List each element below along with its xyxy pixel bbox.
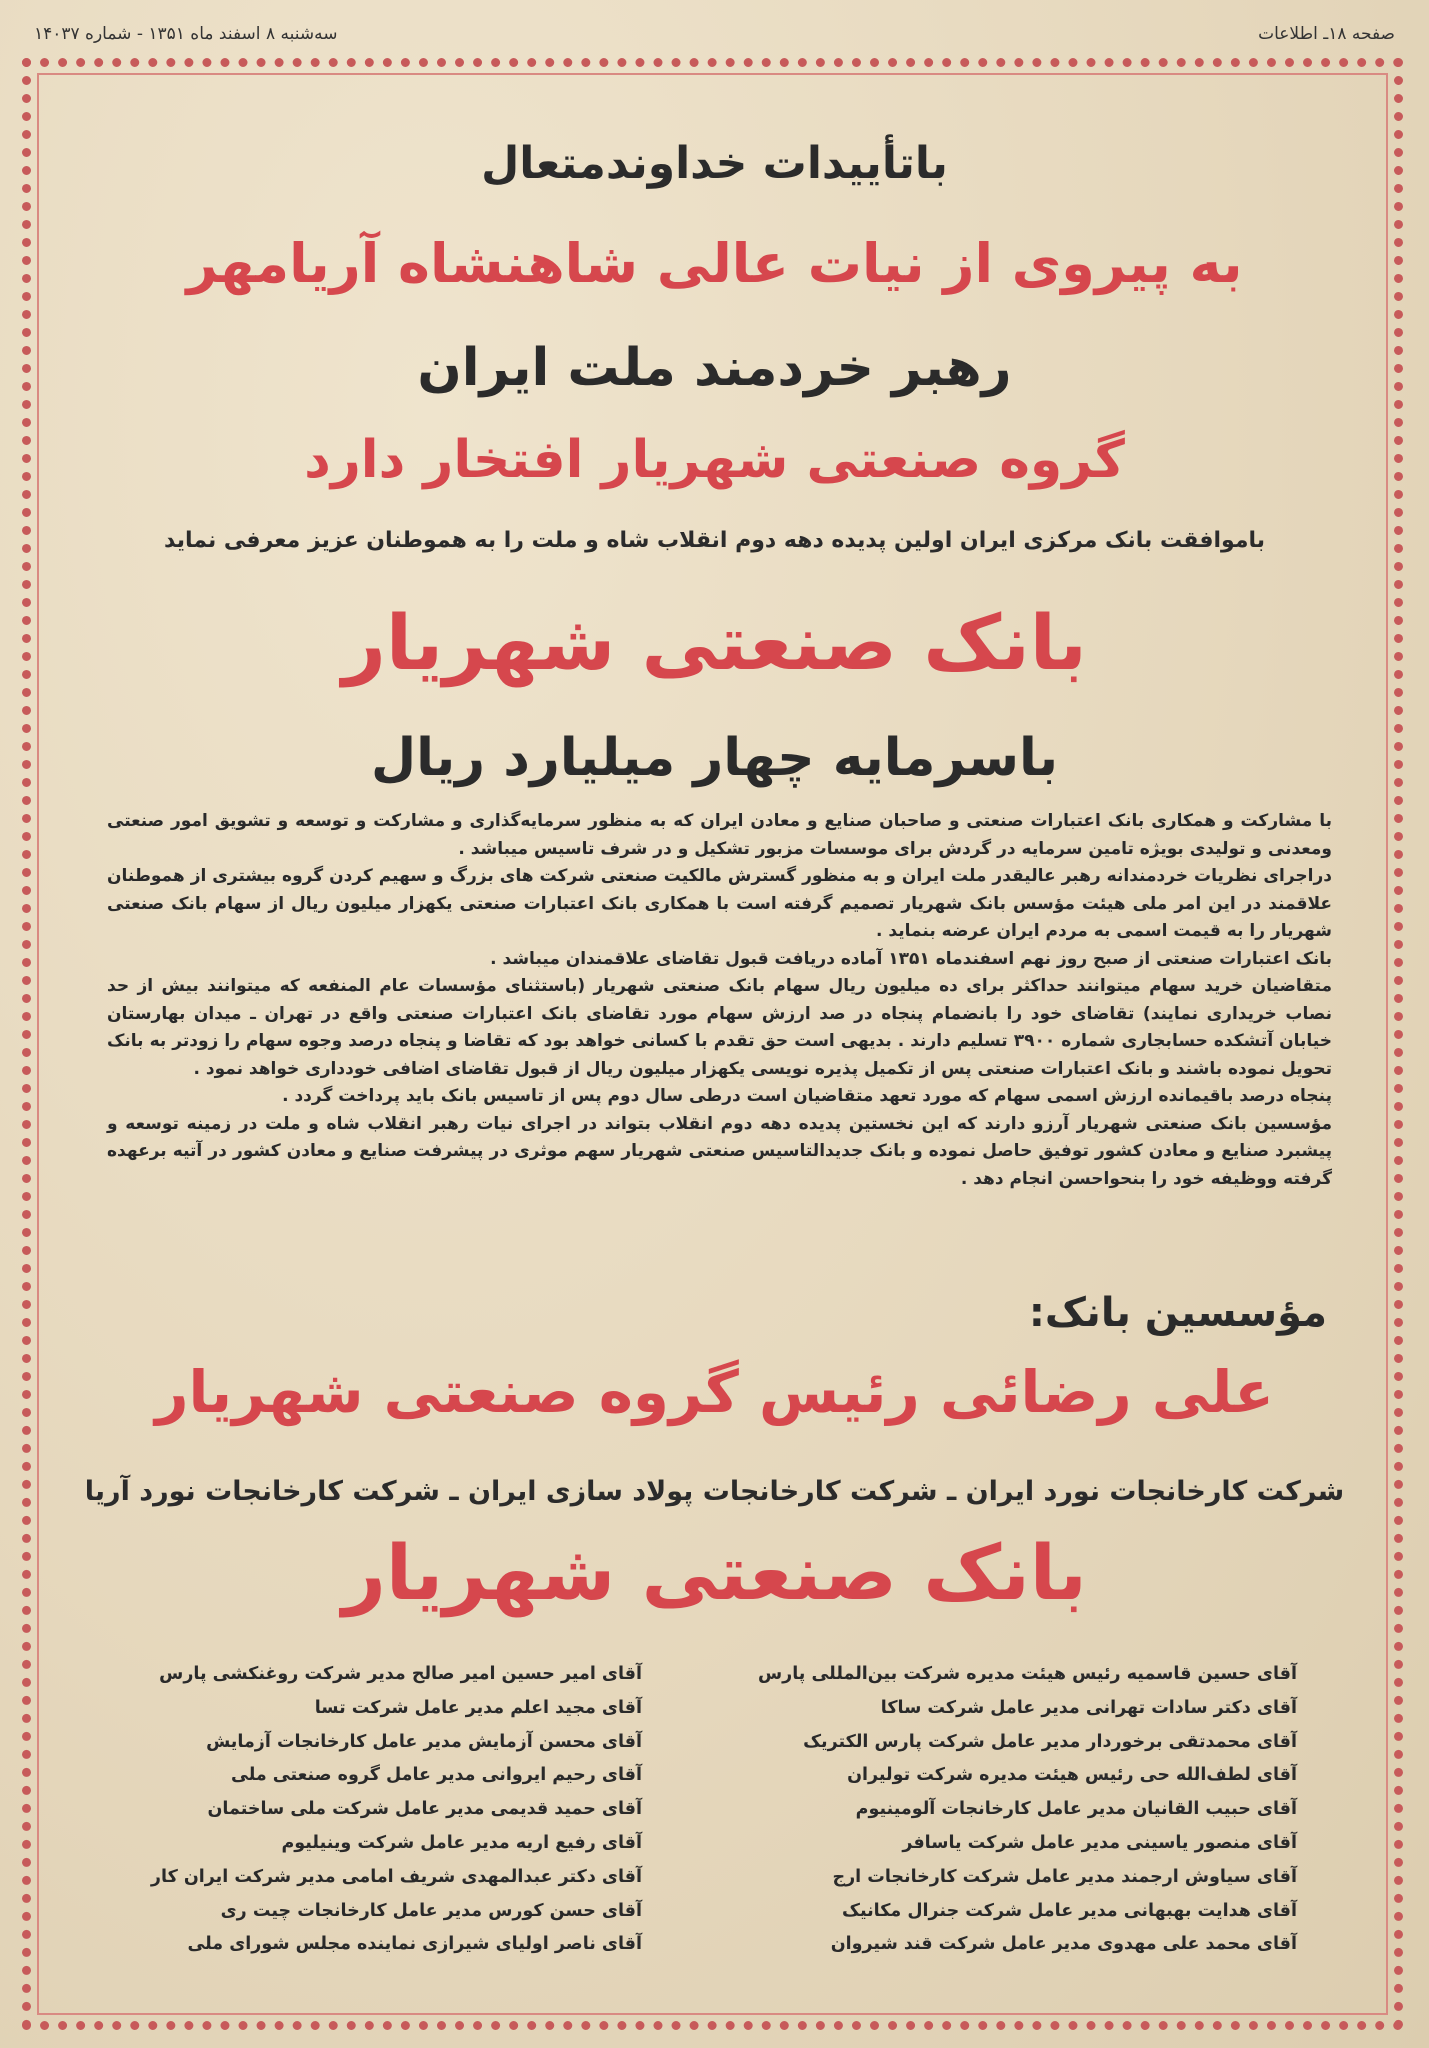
founder-name: آقای رحیم ایروانی مدیر عامل گروه صنعتی ملی xyxy=(231,1765,642,1786)
founders-title: مؤسسین بانک: xyxy=(1028,1290,1327,1336)
heading-royal-intentions: به پیروی از نیات عالی شاهنشاه آریامهر xyxy=(186,232,1243,295)
body-paragraph: مؤسسین بانک صنعتی شهریار آرزو دارند که این نخستین پدیده دهه دوم انقلاب بتواند در اجرای نیات رهبر انقلاب شاه و ملت در زمینه توسعه و پیشبرد صنایع و معادن کشور توفیق حاصل نموده و بانک جدیدالتاسیس صنعتی شهریار سهم موثری در پیشرفت صنایع و معادن کشور در آتیه برعهده گرفته ووظیفه خود را بنحواحسن انجام دهد . xyxy=(107,1113,1332,1189)
founder-companies: شرکت کارخانجات نورد ایران ـ شرکت کارخانجات پولاد سازی ایران ـ شرکت کارخانجات نورد آریا xyxy=(84,1476,1345,1507)
body-text xyxy=(107,808,1332,1193)
heading-central-bank-approval: باموافقت بانک مرکزی ایران اولین پدیده دهه دوم انقلاب شاه و ملت را به هموطنان عزیز معرفی نماید xyxy=(164,528,1265,553)
advertisement xyxy=(52,88,1377,2000)
founder-name: آقای امیر حسین امیر صالح مدیر شرکت روغنکشی پارس xyxy=(159,1664,642,1684)
body-paragraph: با مشارکت و همکاری بانک اعتبارات صنعتی و صاحبان صنایع و معادن ایران که به منظور سرمایه‌گذاری و مشارکت و توسعه و تشویق امور صنعتی ومعدنی و تولیدی بویژه تامین سرمایه در گردش برای موسسات مزبور تشکیل و در شرف تاسیس میباشد . xyxy=(107,811,1332,859)
heading-divine-approval: باتأییدات خداوندمتعال xyxy=(481,138,948,189)
founder-name: آقای سیاوش ارجمند مدیر عامل شرکت کارخانجات ارج xyxy=(832,1866,1297,1887)
capital-heading: باسرمایه چهار میلیارد ریال xyxy=(370,728,1059,788)
founder-name: آقای رفیع اریه مدیر عامل شرکت وینیلیوم xyxy=(281,1832,642,1853)
page-number-header: صفحه ۱۸ـ اطلاعات xyxy=(1258,24,1395,44)
founder-name: آقای حسن کورس مدیر عامل کارخانجات چیت ری xyxy=(220,1900,642,1921)
founders-list-left xyxy=(151,1658,642,1962)
founder-name: آقای دکتر عبدالمهدی شریف امامی مدیر شرکت ایران کار xyxy=(150,1866,642,1887)
founder-name: آقای دکتر سادات تهرانی مدیر عامل شرکت ساکا xyxy=(880,1697,1297,1718)
founder-name: آقای محمد علی مهدوی مدیر عامل شرکت قند شیروان xyxy=(830,1934,1297,1955)
founders-list-right xyxy=(758,1658,1297,1962)
bank-name-footer: بانک صنعتی شهریار xyxy=(342,1528,1087,1617)
founder-name: آقای حمید قدیمی مدیر عامل شرکت ملی ساختمان xyxy=(207,1799,642,1820)
heading-group-proud: گروه صنعتی شهریار افتخار دارد xyxy=(304,430,1125,490)
body-paragraph: دراجرای نظریات خردمندانه رهبر عالیقدر ملت ایران و به منظور گسترش مالکیت صنعتی شرکت های بزرگ و سهیم کردن گروه بیشتری از هموطنان علاقمند در این امر ملی هیئت مؤسس بانک شهریار تصمیم گرفته است با همکاری بانک اعتبارات صنعتی یکهزار میلیون ریال از سهام بانک صنعتی شهریار را به قیمت اسمی به مردم ایران عرضه بنماید . xyxy=(107,866,1332,941)
founder-name: آقای محسن آزمایش مدیر عامل کارخانجات آزمایش xyxy=(206,1731,642,1752)
founder-name: آقای محمدتقی برخوردار مدیر عامل شرکت پارس الکتریک xyxy=(803,1731,1297,1752)
issue-date-header: سه‌شنبه ۸ اسفند ماه ۱۳۵۱ - شماره ۱۴۰۳۷ xyxy=(34,24,338,44)
founder-name: آقای هدایت بهبهانی مدیر عامل شرکت جنرال مکانیک xyxy=(842,1900,1297,1921)
founder-name: آقای حبیب القانیان مدیر عامل کارخانجات آلومینیوم xyxy=(855,1799,1297,1820)
founder-name: آقای مجید اعلم مدیر عامل شرکت تسا xyxy=(314,1697,642,1718)
heading-wise-leader: رهبر خردمند ملت ایران xyxy=(417,338,1012,398)
founder-name: آقای ناصر اولیای شیرازی نماینده مجلس شورای ملی xyxy=(187,1934,642,1955)
body-paragraph: بانک اعتبارات صنعتی از صبح روز نهم اسفندماه ۱۳۵۱ آماده دریافت قبول تقاضای علاقمندان میباشد . xyxy=(490,948,1332,969)
founder-chairman: علی رضائی رئیس گروه صنعتی شهریار xyxy=(155,1358,1274,1426)
bank-name-title: بانک صنعتی شهریار xyxy=(342,598,1087,687)
founder-name: آقای لطف‌الله حی رئیس هیئت مدیره شرکت تولیران xyxy=(847,1765,1297,1786)
founder-name: آقای منصور یاسینی مدیر عامل شرکت یاسافر xyxy=(902,1832,1297,1853)
body-paragraph: پنجاه درصد باقیمانده ارزش اسمی سهام که مورد تعهد متقاضیان است درطی سال دوم پس از تاسیس بانک باید پرداخت گردد . xyxy=(282,1086,1332,1106)
body-paragraph: متقاضیان خرید سهام میتوانند حداکثر برای ده میلیون ریال سهام بانک صنعتی شهریار (باستثنای مؤسسات عام المنفعه که میتوانند بیش از حد نصاب خریداری نمایند) تقاضای خود را بانضمام پنجاه در صد ارزش سهام مورد تقاضای بانک اعتبارات صنعتی واقع در تهران ـ میدان بهارستان خیابان آتشکده حسابجاری شماره ۳۹۰۰ تسلیم دارند . بدیهی است حق تقدم با کسانی خواهد بود که تقاضا و پنجاه درصد وجوه سهام را زودتر به بانک تحویل نموده باشند و بانک اعتبارات صنعتی پس از تکمیل پذیره نویسی یکهزار میلیون ریال از قبول تقاضای اضافی خودداری خواهد نمود . xyxy=(107,976,1333,1079)
founder-name: آقای حسین قاسمیه رئیس هیئت مدیره شرکت بین‌المللی پارس xyxy=(758,1664,1297,1684)
